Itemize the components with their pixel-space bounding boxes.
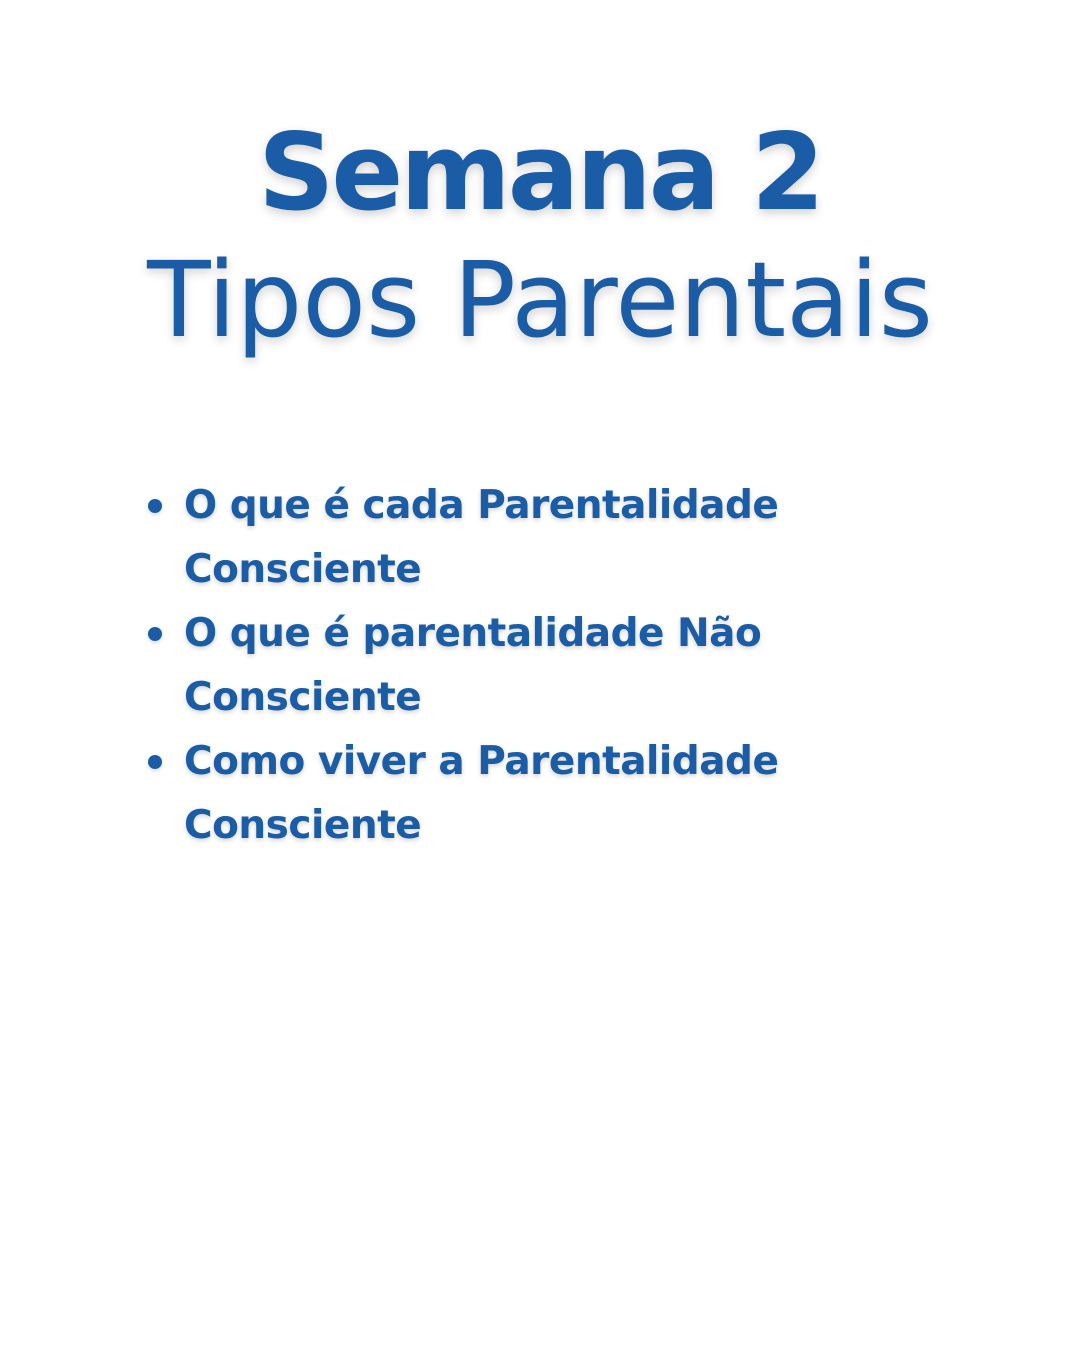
bullet-icon [148,755,162,769]
list-item [140,474,900,602]
bullet-icon [148,499,162,513]
topic-list [140,474,900,858]
page-subtitle: Tipos Parentais [147,239,933,361]
list-item-label: O que é parentalidade Não Consciente [184,611,762,720]
list-item-label: Como viver a Parentalidade Consciente [184,739,779,848]
list-item [140,602,900,730]
list-item-label: O que é cada Parentalidade Consciente [184,483,779,592]
bullet-icon [148,627,162,641]
page-title: Semana 2 [258,111,822,234]
list-item [140,730,900,858]
